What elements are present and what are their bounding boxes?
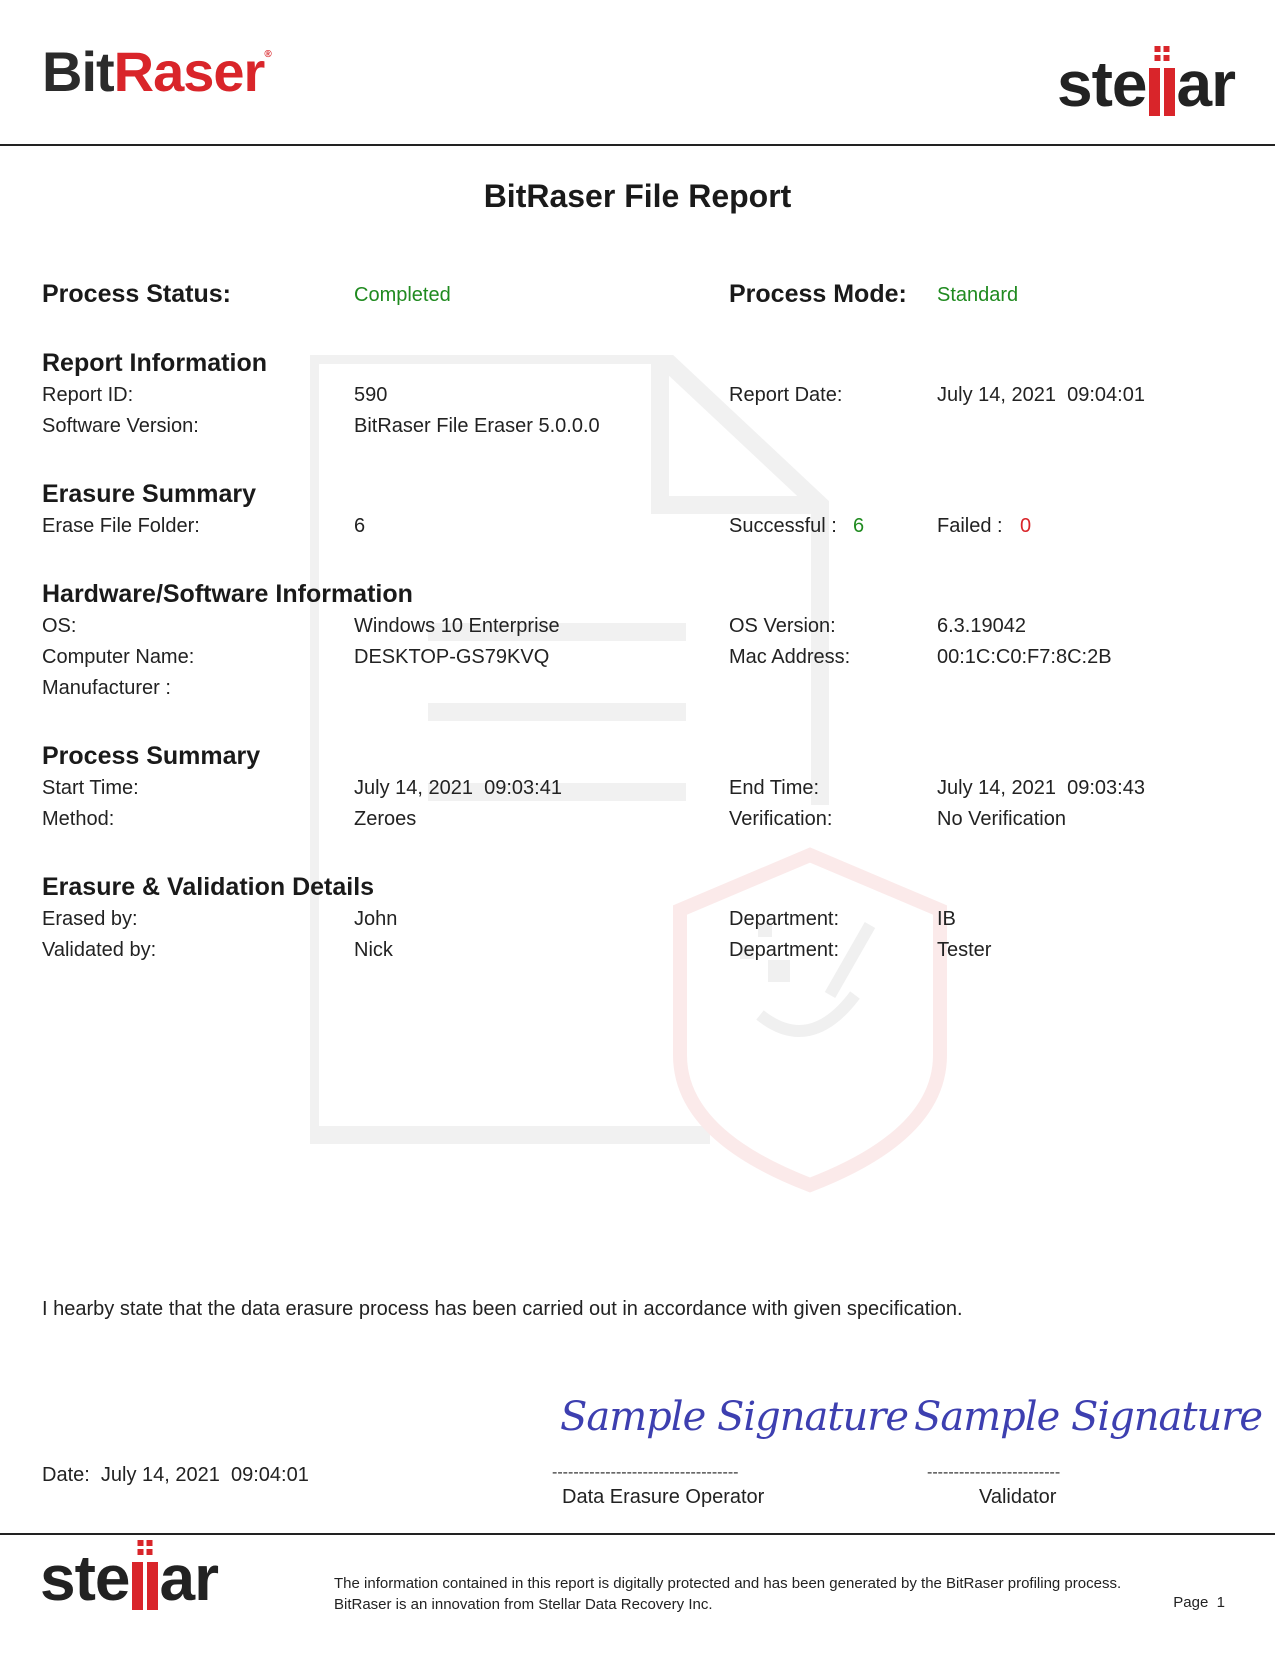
erased-by-value: John <box>354 908 398 930</box>
successful-value: 6 <box>853 515 865 537</box>
process-mode-label: Process Mode: <box>729 280 907 308</box>
validator-label: Validator <box>979 1486 1057 1508</box>
os-version-value: 6.3.19042 <box>937 615 1026 637</box>
os-label: OS: <box>42 615 77 637</box>
validated-by-value: Nick <box>354 939 393 961</box>
department-value: IB <box>937 908 956 930</box>
software-version-value: BitRaser File Eraser 5.0.0.0 <box>354 415 600 437</box>
validator-signature: Sample Signature <box>914 1394 1263 1440</box>
validation-details-heading: Erasure & Validation Details <box>42 873 375 901</box>
process-summary-heading: Process Summary <box>42 742 261 770</box>
process-mode-value: Standard <box>937 284 1019 306</box>
end-time-label: End Time: <box>729 777 820 799</box>
signature-date: Date: July 14, 2021 09:04:01 <box>42 1464 309 1486</box>
footer-divider <box>0 1533 1275 1535</box>
hardware-software-heading: Hardware/Software Information <box>42 580 413 608</box>
page-number: Page 1 <box>1173 1594 1225 1611</box>
start-time-value: July 14, 2021 09:03:41 <box>354 777 562 799</box>
stellar-logo-bars <box>132 1562 158 1610</box>
process-status-value: Completed <box>354 284 451 306</box>
validator-department-value: Tester <box>937 939 992 961</box>
compliance-statement: I hearby state that the data erasure process has been carried out in accordance with given specification. <box>42 1298 963 1320</box>
report-id-label: Report ID: <box>42 384 134 406</box>
verification-value: No Verification <box>937 808 1066 830</box>
end-time-value: July 14, 2021 09:03:43 <box>937 777 1145 799</box>
stellar-logo-bars <box>1149 68 1175 116</box>
manufacturer-label: Manufacturer : <box>42 677 171 699</box>
computer-name-label: Computer Name: <box>42 646 195 668</box>
erased-by-label: Erased by: <box>42 908 138 930</box>
mac-address-value: 00:1C:C0:F7:8C:2B <box>937 646 1112 668</box>
software-version-label: Software Version: <box>42 415 199 437</box>
method-value: Zeroes <box>354 808 417 830</box>
stellar-logo-header: ste ar <box>1057 48 1235 120</box>
stellar-logo-footer: ste ar <box>40 1542 218 1614</box>
footer-line-2: BitRaser is an innovation from Stellar Data Recovery Inc. <box>334 1596 713 1613</box>
report-id-value: 590 <box>354 384 388 406</box>
erase-file-folder-value: 6 <box>354 515 366 537</box>
erase-file-folder-label: Erase File Folder: <box>42 515 200 537</box>
method-label: Method: <box>42 808 115 830</box>
footer-disclaimer <box>334 1573 1121 1615</box>
operator-label: Data Erasure Operator <box>562 1486 765 1508</box>
mac-address-label: Mac Address: <box>729 646 851 668</box>
validator-department-label: Department: <box>729 939 840 961</box>
report-title: BitRaser File Report <box>483 178 792 214</box>
os-value: Windows 10 Enterprise <box>354 615 560 637</box>
operator-signature-line: ----------------------------------- <box>552 1464 739 1481</box>
header-divider <box>0 144 1275 146</box>
start-time-label: Start Time: <box>42 777 139 799</box>
report-information-heading: Report Information <box>42 349 267 377</box>
report-date-value: July 14, 2021 09:04:01 <box>937 384 1145 406</box>
department-label: Department: <box>729 908 840 930</box>
report-date-label: Report Date: <box>729 384 843 406</box>
footer-line-1: The information contained in this report is digitally protected and has been generated by the BitRaser profiling process. <box>334 1575 1122 1592</box>
process-status-label: Process Status: <box>42 280 231 308</box>
failed-label: Failed : <box>937 515 1003 537</box>
failed-value: 0 <box>1020 515 1032 537</box>
verification-label: Verification: <box>729 808 833 830</box>
bitraser-logo: BitRaser® <box>42 40 271 103</box>
os-version-label: OS Version: <box>729 615 836 637</box>
computer-name-value: DESKTOP-GS79KVQ <box>354 646 550 668</box>
operator-signature: Sample Signature <box>560 1394 909 1440</box>
validated-by-label: Validated by: <box>42 939 157 961</box>
successful-label: Successful : <box>729 515 837 537</box>
validator-signature-line: ------------------------- <box>927 1464 1061 1481</box>
erasure-summary-heading: Erasure Summary <box>42 480 257 508</box>
